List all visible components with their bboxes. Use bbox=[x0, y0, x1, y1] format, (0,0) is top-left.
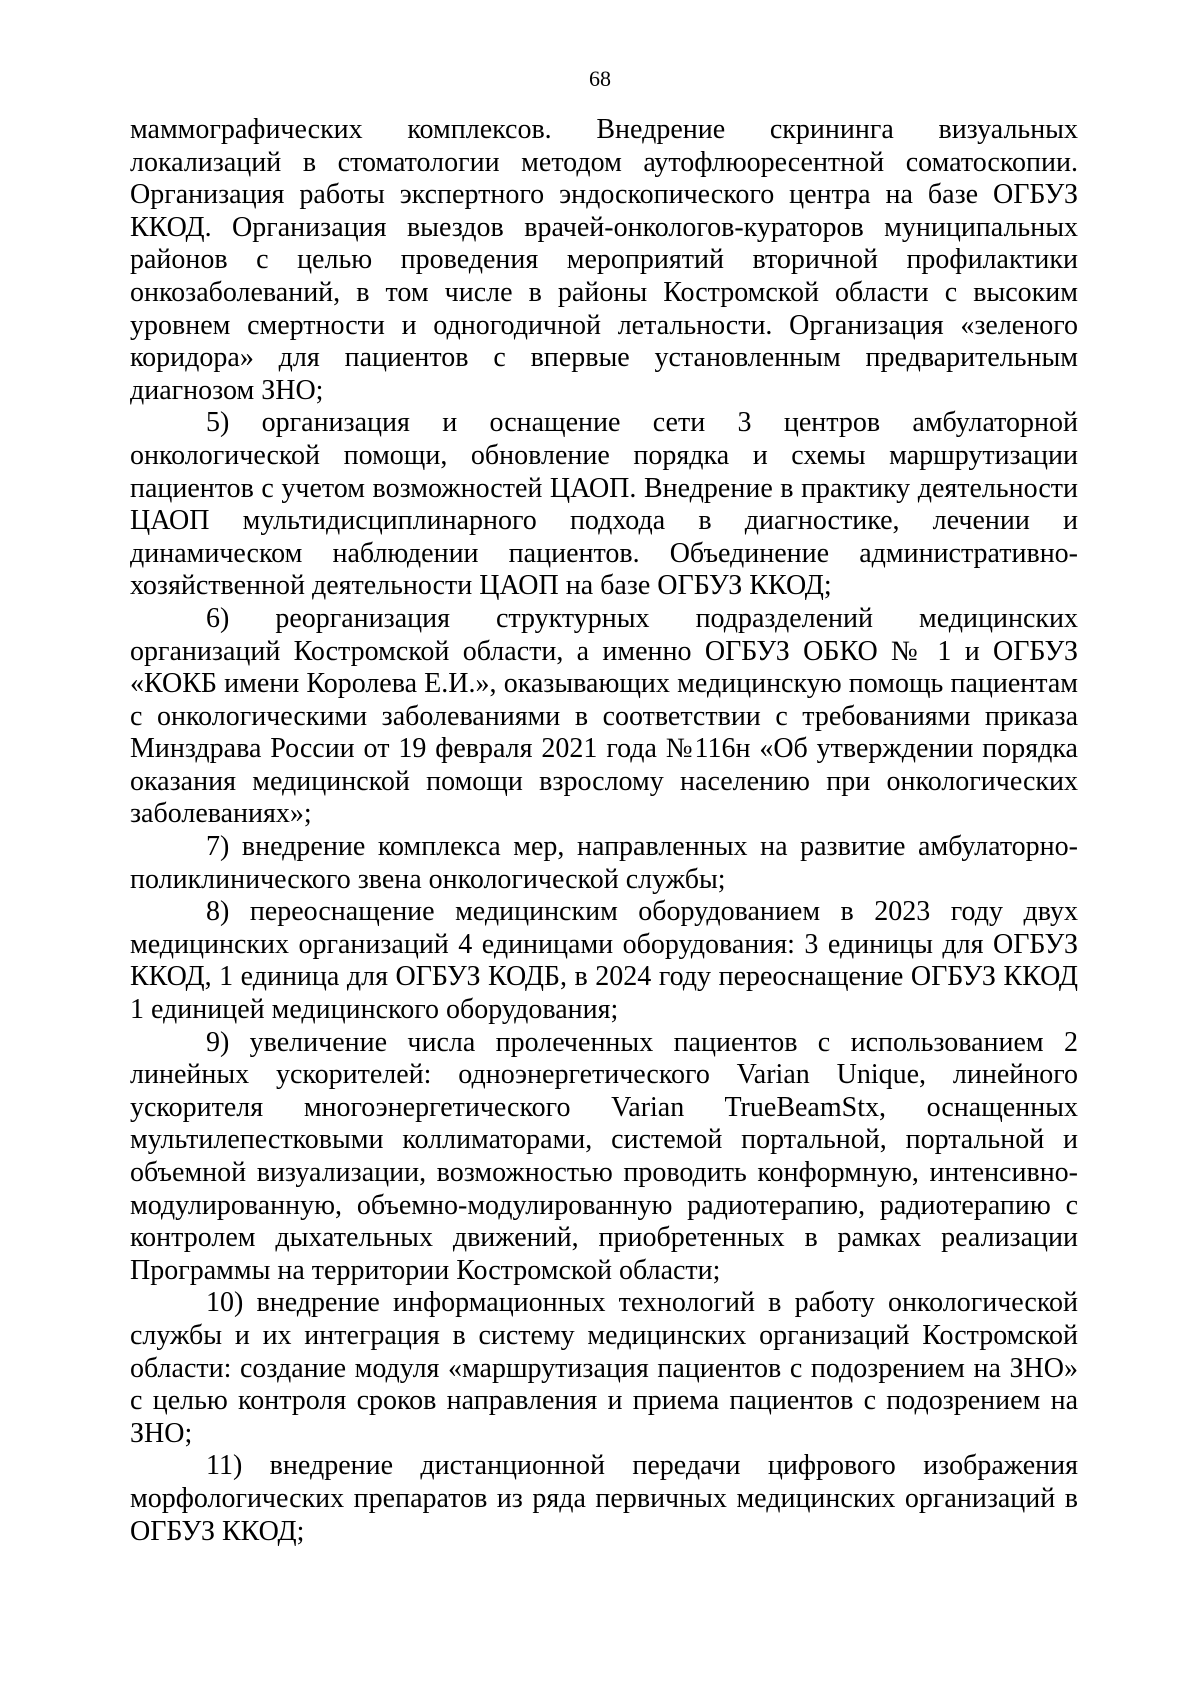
page-number: 68 bbox=[589, 66, 611, 91]
list-item-6: 6) реорганизация структурных подразделений медицинских организаций Костромской области, а именно ОГБУЗ ОБКО № 1 и ОГБУЗ «КОКБ имени Королева Е.И.», оказывающих медицинскую помощь пациентам с онкологическими заболеваниями в соответствии с требованиями приказа Минздрава России от 19 февраля 2021 года №116н «Об утверждении порядка оказания медицинской помощи взрослому населению при онкологических заболеваниях»; bbox=[130, 602, 1078, 830]
paragraph-continuation: маммографических комплексов. Внедрение скрининга визуальных локализаций в стоматологии методом аутофлюоресентной соматоскопии. Организация работы экспертного эндоскопического центра на базе ОГБУЗ ККОД. Организация выездов врачей-онкологов-кураторов муниципальных районов с целью проведения мероприятий вторичной профилактики онкозаболеваний, в том числе в районы Костромской области с высоким уровнем смертности и одногодичной летальности. Организация «зеленого коридора» для пациентов с впервые установленным предварительным диагнозом ЗНО; bbox=[130, 114, 1078, 406]
document-body bbox=[130, 114, 1078, 1548]
list-item-9: 9) увеличение числа пролеченных пациентов с использованием 2 линейных ускорителей: одноэнергетического Varian Unique, линейного ускорителя многоэнергетического Varian TrueBeamStx, оснащенных мультилепестковыми коллиматорами, системой портальной, портальной и объемной визуализации, возможностью проводить конформную, интенсивно-модулированную, объемно-модулированную радиотерапию, радиотерапию с контролем дыхательных движений, приобретенных в рамках реализации Программы на территории Костромской области; bbox=[130, 1026, 1078, 1286]
list-item-10: 10) внедрение информационных технологий в работу онкологической службы и их интеграция в систему медицинских организаций Костромской области: создание модуля «маршрутизация пациентов с подозрением на ЗНО» с целью контроля сроков направления и приема пациентов с подозрением на ЗНО; bbox=[130, 1287, 1078, 1449]
list-item-7: 7) внедрение комплекса мер, направленных на развитие амбулаторно-поликлинического звена онкологической службы; bbox=[130, 831, 1078, 895]
list-item-5: 5) организация и оснащение сети 3 центров амбулаторной онкологической помощи, обновление порядка и схемы маршрутизации пациентов с учетом возможностей ЦАОП. Внедрение в практику деятельности ЦАОП мультидисциплинарного подхода в диагностике, лечении и динамическом наблюдении пациентов. Объединение административно-хозяйственной деятельности ЦАОП на базе ОГБУЗ ККОД; bbox=[130, 407, 1078, 602]
list-item-11: 11) внедрение дистанционной передачи цифрового изображения морфологических препаратов из ряда первичных медицинских организаций в ОГБУЗ ККОД; bbox=[130, 1450, 1078, 1547]
list-item-8: 8) переоснащение медицинским оборудованием в 2023 году двух медицинских организаций 4 единицами оборудования: 3 единицы для ОГБУЗ ККОД, 1 единица для ОГБУЗ КОДБ, в 2024 году переоснащение ОГБУЗ ККОД 1 единицей медицинского оборудования; bbox=[130, 896, 1078, 1026]
